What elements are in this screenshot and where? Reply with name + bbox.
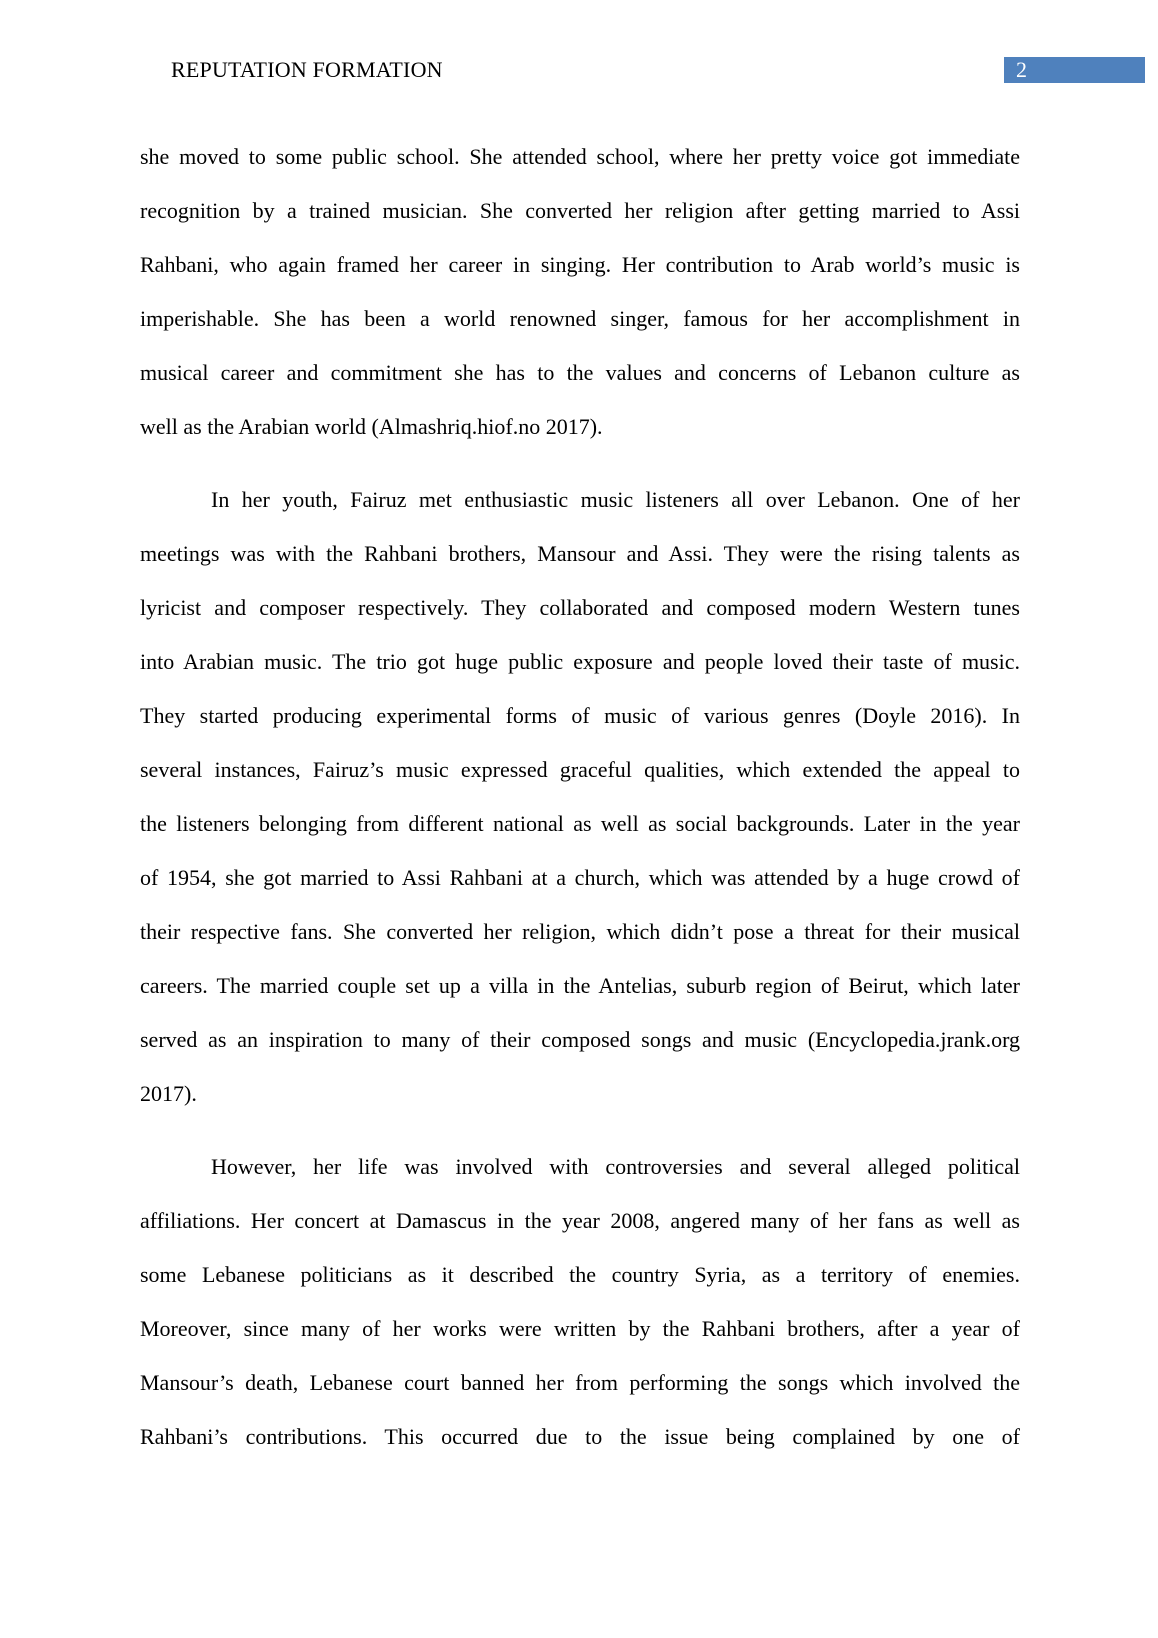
text-line: recognition by a trained musician. She converted her religion after getting married to Assi [140,198,1020,223]
document-body [140,130,1020,1464]
text-line: Rahbani, who again framed her career in singing. Her contribution to Arab world’s music is [140,252,1020,277]
text-line: Rahbani’s contributions. This occurred due to the issue being complained by one of [140,1424,1020,1449]
text-line: careers. The married couple set up a villa in the Antelias, suburb region of Beirut, which later [140,973,1020,998]
text-line: well as the Arabian world (Almashriq.hiof.no 2017). [140,414,603,439]
text-line: several instances, Fairuz’s music expressed graceful qualities, which extended the appeal to [140,757,1020,782]
text-line: the listeners belonging from different national as well as social backgrounds. Later in the year [140,811,1020,836]
paragraph [140,473,1020,1121]
text-line: lyricist and composer respectively. They collaborated and composed modern Western tunes [140,595,1020,620]
paragraph [140,130,1020,454]
text-line: their respective fans. She converted her religion, which didn’t pose a threat for their musical [140,919,1020,944]
page-number: 2 [1004,57,1145,83]
text-line: 2017). [140,1081,197,1106]
text-line: imperishable. She has been a world renowned singer, famous for her accomplishment in [140,306,1020,331]
paragraph [140,1140,1020,1464]
text-line: They started producing experimental forms of music of various genres (Doyle 2016). In [140,703,1020,728]
text-line: musical career and commitment she has to the values and concerns of Lebanon culture as [140,360,1020,385]
text-line: served as an inspiration to many of their composed songs and music (Encyclopedia.jrank.org [140,1027,1020,1052]
text-line: meetings was with the Rahbani brothers, Mansour and Assi. They were the rising talents as [140,541,1020,566]
text-line: However, her life was involved with controversies and several alleged political [211,1154,1020,1179]
text-line: Moreover, since many of her works were written by the Rahbani brothers, after a year of [140,1316,1020,1341]
text-line: she moved to some public school. She attended school, where her pretty voice got immediate [140,144,1020,169]
text-line: some Lebanese politicians as it described the country Syria, as a territory of enemies. [140,1262,1020,1287]
text-line: affiliations. Her concert at Damascus in the year 2008, angered many of her fans as well as [140,1208,1020,1233]
text-line: into Arabian music. The trio got huge public exposure and people loved their taste of music. [140,649,1020,674]
header-title: REPUTATION FORMATION [171,57,443,82]
text-line: In her youth, Fairuz met enthusiastic music listeners all over Lebanon. One of her [211,487,1020,512]
text-line: of 1954, she got married to Assi Rahbani at a church, which was attended by a huge crowd of [140,865,1020,890]
text-line: Mansour’s death, Lebanese court banned her from performing the songs which involved the [140,1370,1020,1395]
